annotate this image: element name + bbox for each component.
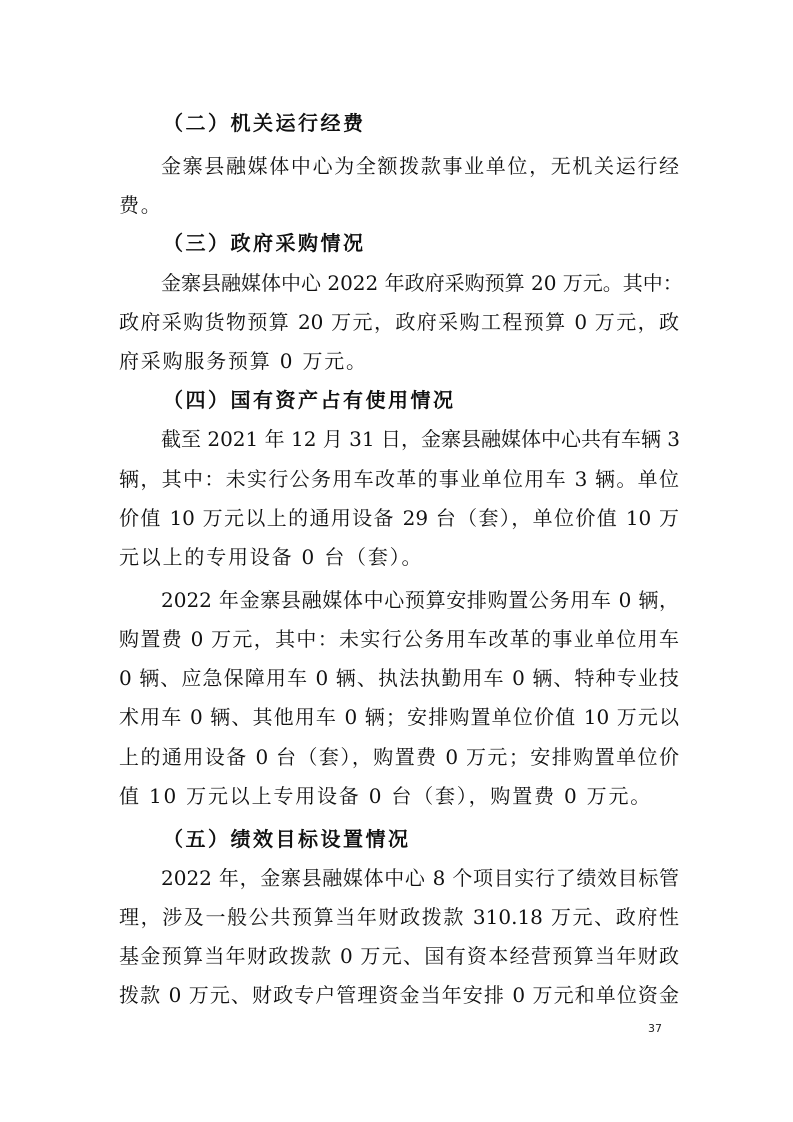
paragraph-line: 2022 年金寨县融媒体中心预算安排购置公务用车 0 辆， [161, 588, 679, 612]
paragraph-line: 辆，其中：未实行公务用车改革的事业单位用车 3 辆。单位 [119, 467, 679, 491]
paragraph-line: 金寨县融媒体中心 2022 年政府采购预算 20 万元。其中： [161, 271, 683, 295]
paragraph-line: 上的通用设备 0 台（套），购置费 0 万元；安排购置单位价 [119, 745, 679, 769]
section-heading-5: （五）绩效目标设置情况 [163, 827, 411, 851]
section-heading-2: （二）机关运行经费 [163, 111, 366, 135]
paragraph-line: 0 辆、应急保障用车 0 辆、执法执勤用车 0 辆、特种专业技 [119, 666, 679, 690]
paragraph-line: 术用车 0 辆、其他用车 0 辆；安排购置单位价值 10 万元以 [119, 705, 679, 729]
paragraph-line: 政府采购货物预算 20 万元，政府采购工程预算 0 万元，政 [119, 310, 679, 334]
paragraph-line: 值 10 万元以上专用设备 0 台（套），购置费 0 万元。 [119, 784, 653, 808]
paragraph-line: 府采购服务预算 0 万元。 [119, 349, 368, 373]
paragraph-line: 理，涉及一般公共预算当年财政拨款 310.18 万元、政府性 [119, 905, 679, 929]
paragraph-line: 购置费 0 万元，其中：未实行公务用车改革的事业单位用车 [119, 627, 679, 651]
section-heading-3: （三）政府采购情况 [163, 231, 366, 255]
paragraph-line: 费。 [119, 193, 163, 217]
paragraph-line: 价值 10 万元以上的通用设备 29 台（套），单位价值 10 万 [119, 506, 679, 530]
paragraph-line: 2022 年，金寨县融媒体中心 8 个项目实行了绩效目标管 [161, 866, 679, 890]
paragraph-line: 元以上的专用设备 0 台（套）。 [119, 545, 424, 569]
paragraph-line: 截至 2021 年 12 月 31 日，金寨县融媒体中心共有车辆 3 [161, 427, 681, 451]
paragraph-line: 拨款 0 万元、财政专户管理资金当年安排 0 万元和单位资金 [119, 983, 679, 1007]
section-heading-4: （四）国有资产占有使用情况 [163, 388, 456, 412]
page-number: 37 [648, 1022, 662, 1035]
paragraph-line: 基金预算当年财政拨款 0 万元、国有资本经营预算当年财政 [119, 944, 679, 968]
paragraph-line: 金寨县融媒体中心为全额拨款事业单位，无机关运行经 [161, 154, 679, 178]
